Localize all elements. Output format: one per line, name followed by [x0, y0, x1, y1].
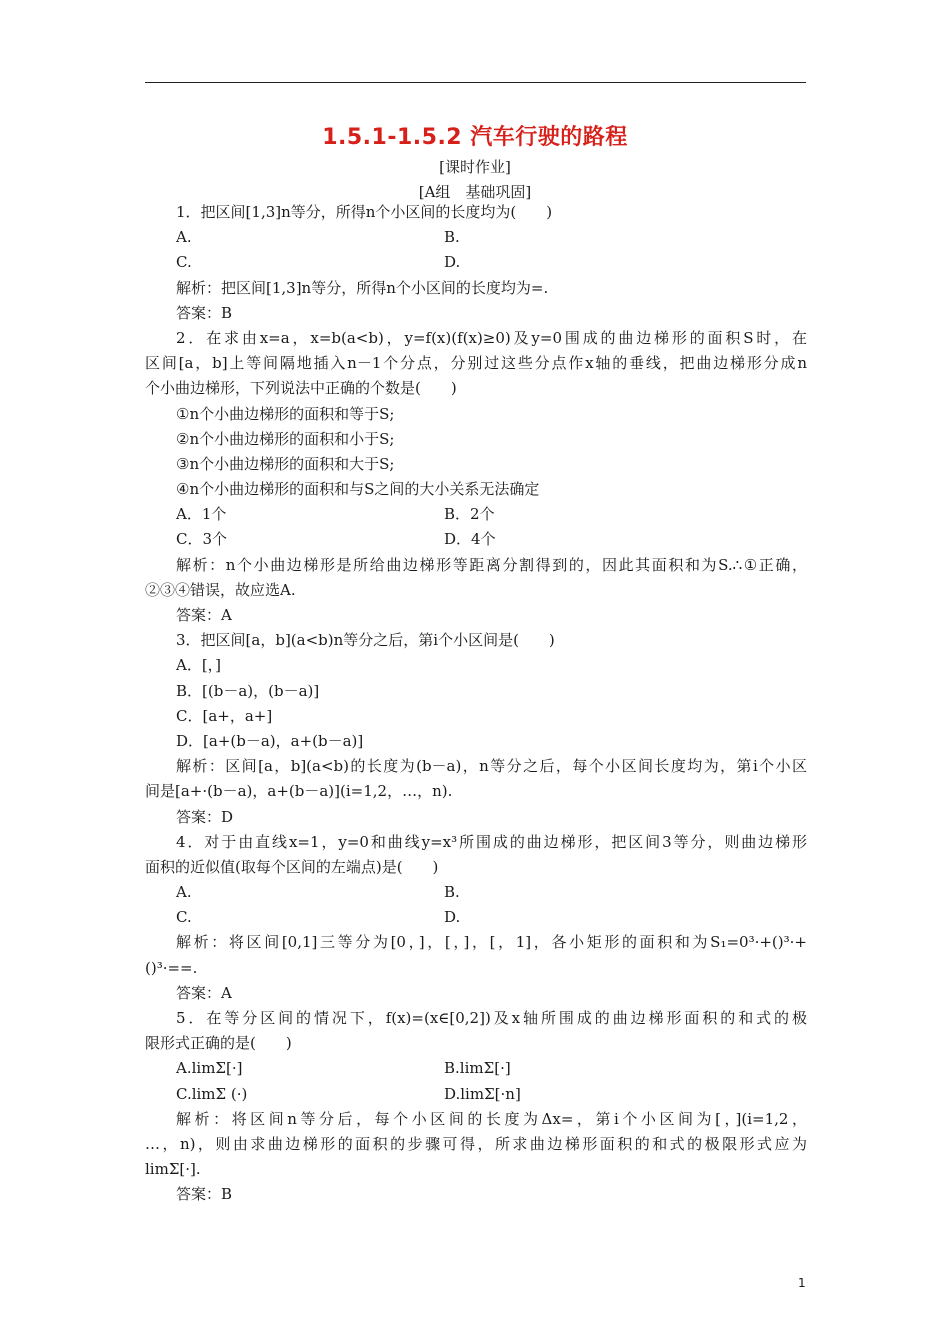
text-line: [145, 956, 807, 981]
text-line: [145, 930, 807, 955]
text-line-content: 1．把区间[1,3]n等分，所得n个小区间的长度均为( ): [176, 203, 553, 221]
page-number: 1: [798, 1276, 806, 1290]
text-line-content: 解析：把区间[1,3]n等分，所得n个小区间的长度均为=.: [176, 278, 549, 297]
text-line-content: ①n个小曲边梯形的面积和等于S;: [176, 404, 395, 423]
text-line: [145, 1107, 807, 1132]
text-line: [145, 250, 807, 275]
text-line-content: B．[(b－a)，(b－a)]: [176, 681, 320, 700]
text-line: [145, 704, 807, 729]
text-line: [145, 779, 807, 804]
option-right: B.limΣ[·]: [444, 1059, 511, 1078]
text-line-content: ③n个小曲边梯形的面积和大于S;: [176, 454, 395, 473]
text-line: [145, 578, 807, 603]
text-line-content: 解析：n个小曲边梯形是所给曲边梯形等距离分割得到的，因此其面积和为S.∴①正确，: [176, 555, 807, 574]
text-line-content: A.: [176, 883, 192, 902]
text-line: [145, 1056, 807, 1081]
text-line: [145, 553, 807, 578]
text-line: [145, 981, 807, 1006]
text-line: [145, 477, 807, 502]
text-line-content: C．3个: [176, 530, 228, 549]
page-title: 1.5.1-1.5.2 汽车行驶的路程: [322, 125, 628, 150]
option-right: D．4个: [444, 530, 496, 549]
text-line-content: 答案：A: [176, 983, 232, 1002]
text-line-content: 解析：区间[a，b](a<b)的长度为(b－a)，n等分之后，每个小区间长度均为，第i个小区: [176, 757, 807, 776]
section-subtitle: [课时作业]: [439, 158, 511, 176]
option-right: D.: [444, 253, 461, 272]
text-line-content: C.: [176, 253, 192, 272]
text-line-content: 限形式正确的是( ): [145, 1034, 292, 1053]
text-line-content: ②n个小曲边梯形的面积和小于S;: [176, 429, 395, 448]
text-line: [145, 452, 807, 477]
text-line-content: A．[，]: [176, 656, 222, 675]
text-line-content: C．[a+，a+]: [176, 706, 273, 725]
text-line: [145, 603, 807, 628]
text-line: [145, 351, 807, 376]
text-line: [145, 502, 807, 527]
text-line-content: A.: [176, 228, 192, 247]
text-line-content: 4．对于由直线x=1，y=0和曲线y=x³所围成的曲边梯形，把区间3等分，则曲边梯形: [176, 832, 807, 851]
text-line: [145, 729, 807, 754]
text-line: [145, 905, 807, 930]
text-line-content: 间是[a+·(b－a)，a+(b－a)](i=1,2，…，n).: [145, 782, 453, 801]
text-line-content: A.limΣ[·]: [176, 1059, 243, 1078]
text-line: [145, 830, 807, 855]
text-line: [145, 653, 807, 678]
text-line-content: 面积的近似值(取每个区间的左端点)是( ): [145, 857, 439, 876]
text-line: [145, 301, 807, 326]
header-rule: [145, 82, 806, 83]
text-line: [145, 1006, 807, 1031]
option-right: B.: [444, 228, 460, 247]
option-right: B．2个: [444, 505, 495, 524]
text-line: [145, 1157, 807, 1182]
text-line-content: D．[a+(b－a)，a+(b－a)]: [176, 731, 364, 750]
text-line-content: C.limΣ (·): [176, 1084, 248, 1103]
text-line-content: ②③④错误，故应选A.: [145, 580, 296, 599]
text-line-content: A．1个: [176, 505, 227, 524]
text-line: [145, 880, 807, 905]
text-line: [145, 402, 807, 427]
text-line: [145, 326, 807, 351]
text-line-content: 2．在求由x=a，x=b(a<b)，y=f(x)(f(x)≥0)及y=0围成的曲边梯形的面积S时，在: [176, 328, 807, 347]
text-line: [145, 1031, 807, 1056]
text-line: [145, 679, 807, 704]
text-line-content: 解析：将区间[0,1]三等分为[0，]，[，]，[，1]，各小矩形的面积和为S₁=0³·+()³·+: [176, 933, 807, 952]
text-line: [145, 805, 807, 830]
text-line-content: …，n)，则由求曲边梯形的面积的步骤可得，所求曲边梯形面积的和式的极限形式应为: [145, 1134, 807, 1153]
text-line-content: limΣ[·].: [145, 1160, 201, 1179]
text-line: [145, 628, 807, 653]
text-line-content: C.: [176, 908, 192, 927]
text-line-content: 答案：A: [176, 606, 232, 624]
text-line-content: 区间[a，b]上等间隔地插入n－1个分点，分别过这些分点作x轴的垂线，把曲边梯形分成n: [145, 354, 807, 373]
text-line-content: 答案：B: [176, 1185, 233, 1204]
text-line-content: 解析：将区间n等分后，每个小区间的长度为Δx=，第i个小区间为[，](i=1,2，: [176, 1109, 807, 1128]
text-line: [145, 225, 807, 250]
text-line: [145, 754, 807, 779]
text-line: [145, 1082, 807, 1107]
text-line: [145, 527, 807, 552]
document-body: [145, 200, 807, 1208]
text-line: [145, 1132, 807, 1157]
text-line-content: ④n个小曲边梯形的面积和与S之间的大小关系无法确定: [176, 480, 540, 499]
text-line: [145, 427, 807, 452]
group-subtitle: [A组 基础巩固]: [418, 183, 532, 201]
text-line-content: 3．把区间[a，b](a<b)n等分之后，第i个小区间是( ): [176, 631, 555, 650]
text-line-content: ()³·==.: [145, 958, 198, 977]
text-line-content: 答案：B: [176, 303, 233, 322]
text-line: [145, 200, 807, 225]
text-line: [145, 276, 807, 301]
option-right: D.: [444, 908, 461, 927]
option-right: D.limΣ[·n]: [444, 1084, 521, 1103]
text-line: [145, 376, 807, 401]
text-line: [145, 1182, 807, 1207]
option-right: B.: [444, 883, 460, 902]
text-line-content: 答案：D: [176, 807, 234, 826]
text-line: [145, 855, 807, 880]
text-line-content: 个小曲边梯形，下列说法中正确的个数是( ): [145, 379, 457, 398]
text-line-content: 5．在等分区间的情况下，f(x)=(x∈[0,2])及x轴所围成的曲边梯形面积的和式的极: [176, 1009, 807, 1027]
